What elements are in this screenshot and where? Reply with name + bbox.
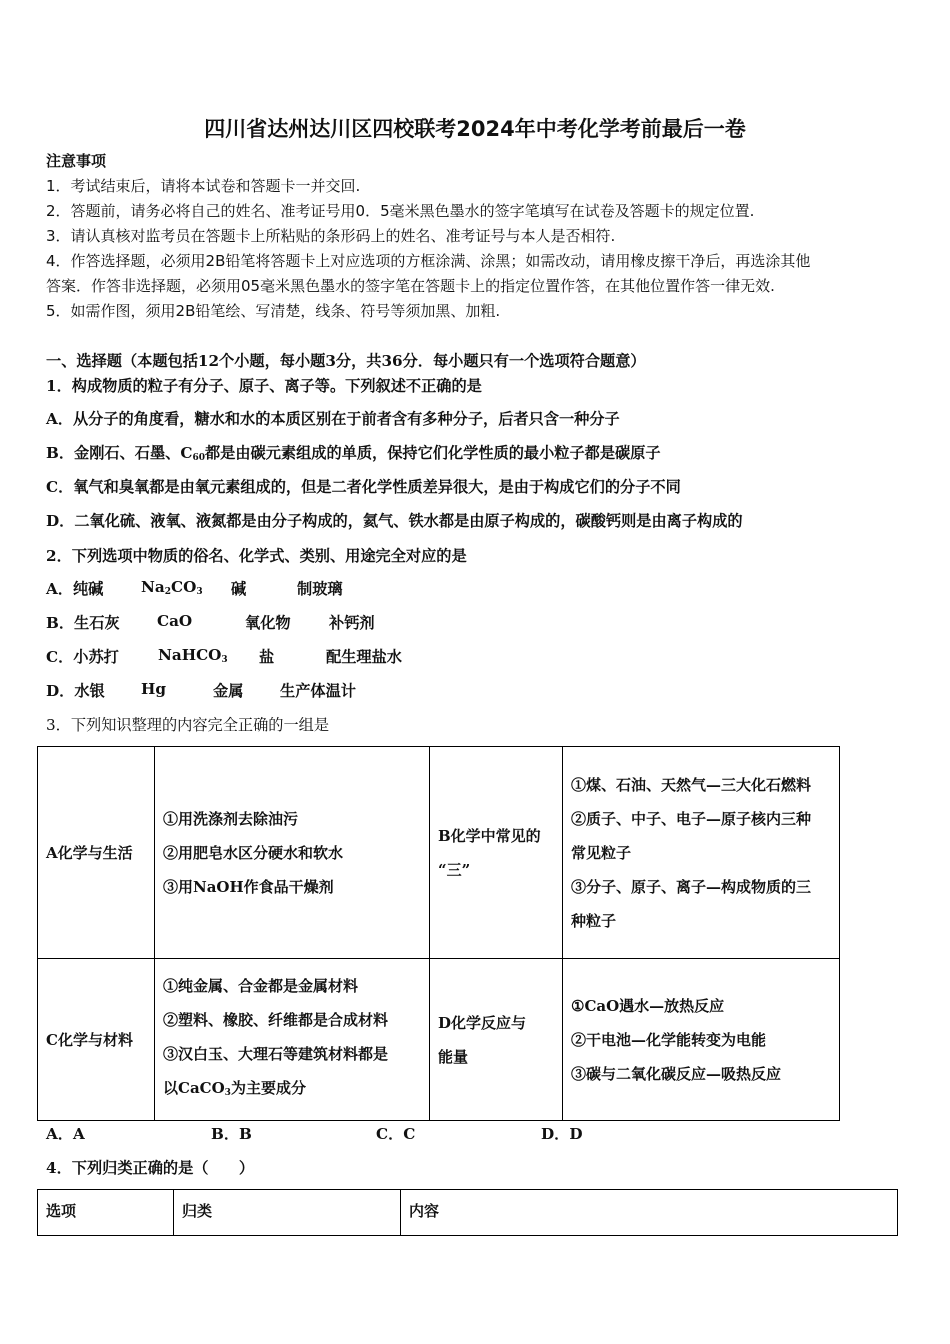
formula-part: NaHCO [158, 646, 222, 664]
q2-stem: 2．下列选项中物质的俗名、化学式、类别、用途完全对应的是 [46, 547, 467, 565]
q3-c-item-sub: 3 [224, 1088, 231, 1098]
q3-a-item: ②用肥皂水区分硬水和软水 [163, 843, 344, 862]
formula-sub: 3 [196, 587, 203, 597]
q2-a-formula [141, 578, 203, 597]
q3-answer-d: D．D [541, 1125, 583, 1143]
q3-b-item: ③分子、原子、离子—构成物质的三 [571, 877, 812, 896]
q3-d-item: ①CaO遇水—放热反应 [571, 996, 725, 1015]
q3-answer-c: C．C [376, 1125, 416, 1143]
q3-table-row [38, 959, 840, 1121]
notice-item: 答案．作答非选择题，必须用05毫米黑色墨水的签字笔在答题卡上的指定位置作答，在其他位置作答一律无效. [46, 277, 775, 295]
q3-d-item: ③碳与二氧化碳反应—吸热反应 [571, 1064, 782, 1083]
section-heading: 一、选择题（本题包括12个小题，每小题3分，共36分．每小题只有一个选项符合题意） [46, 352, 646, 370]
q1-option-b [46, 442, 661, 469]
q3-b-item: ①煤、石油、天然气—三大化石燃料 [571, 775, 812, 794]
q4-header-category: 归类 [174, 1190, 401, 1236]
q3-b-item: 常见粒子 [571, 843, 632, 862]
q2-b-formula: CaO [157, 612, 193, 630]
notice-item: 3．请认真核对监考员在答题卡上所粘贴的条形码上的姓名、准考证号与本人是否相符. [46, 227, 616, 245]
q3-c-item-post: 为主要成分 [230, 1079, 306, 1097]
q3-d-content [563, 959, 840, 1121]
page-title: 四川省达州达川区四校联考2024年中考化学考前最后一卷 [204, 117, 746, 141]
q3-b-item: 种粒子 [571, 911, 617, 930]
q2-c-formula [158, 646, 228, 665]
q3-a-label: A化学与生活 [38, 747, 155, 959]
formula-part: CO [171, 578, 197, 596]
q2-a-category: 碱 [231, 580, 247, 598]
q3-a-item: ③用NaOH作食品干燥剂 [163, 877, 334, 896]
q3-c-item: ①纯金属、合金都是金属材料 [163, 977, 359, 995]
q1-option-d: D．二氧化硫、液氧、液氮都是由分子构成的，氦气、铁水都是由原子构成的，碳酸钙则是由离子构成的 [46, 512, 743, 530]
q2-d-use: 生产体温计 [280, 682, 356, 700]
q1-option-c: C．氧气和臭氧都是由氧元素组成的，但是二者化学性质差异很大，是由于构成它们的分子不同 [46, 478, 681, 496]
q2-d-category: 金属 [213, 682, 244, 700]
q3-c-label: C化学与材料 [38, 959, 155, 1121]
q4-stem: 4．下列归类正确的是（ ） [46, 1159, 255, 1177]
q3-b-item: ②质子、中子、电子—原子核内三种 [571, 809, 812, 828]
q2-b-category: 氧化物 [245, 614, 291, 632]
q3-d-item: ②干电池—化学能转变为电能 [571, 1030, 767, 1049]
q2-d-name: D．水银 [46, 682, 105, 700]
q1-option-b-post: 都是由碳元素组成的单质，保持它们化学性质的最小粒子都是碳原子 [204, 444, 661, 462]
q2-a-use: 制玻璃 [297, 580, 343, 598]
q1-stem: 1．构成物质的粒子有分子、原子、离子等。下列叙述不正确的是 [46, 377, 482, 395]
q3-d-label [430, 959, 563, 1121]
q3-table [37, 746, 840, 1121]
q2-c-category: 盐 [259, 648, 275, 666]
q3-d-label-line: 能量 [438, 1047, 469, 1066]
q1-option-b-sub: 60 [192, 453, 205, 463]
q3-b-label-line: “三” [438, 860, 471, 879]
q4-table-header [38, 1190, 898, 1236]
notice-item: 4．作答选择题，必须用2B铅笔将答题卡上对应选项的方框涂满、涂黑；如需改动，请用橡皮擦干净后，再选涂其他 [46, 252, 811, 270]
q3-b-content [563, 747, 840, 959]
notice-item: 1．考试结束后，请将本试卷和答题卡一并交回. [46, 177, 361, 195]
q3-stem: 3．下列知识整理的内容完全正确的一组是 [46, 716, 330, 734]
q1-option-a: A．从分子的角度看，糖水和水的本质区别在于前者含有多种分子，后者只含一种分子 [46, 410, 620, 428]
q3-c-item: ②塑料、橡胶、纤维都是合成材料 [163, 1011, 389, 1029]
q3-c-content [155, 959, 430, 1121]
notice-heading: 注意事项 [46, 152, 107, 170]
formula-sub: 2 [164, 587, 171, 597]
q3-d-label-line: D化学反应与 [438, 1013, 527, 1032]
q2-a-name: A．纯碱 [46, 580, 104, 598]
q3-a-item: ①用洗涤剂去除油污 [163, 809, 299, 828]
q4-table [37, 1189, 898, 1236]
notice-item: 5．如需作图，须用2B铅笔绘、写清楚，线条、符号等须加黑、加粗. [46, 302, 501, 320]
q2-d-formula: Hg [141, 680, 166, 698]
q2-b-use: 补钙剂 [329, 614, 375, 632]
q2-c-use: 配生理盐水 [326, 648, 402, 666]
q2-c-name: C．小苏打 [46, 648, 119, 666]
q3-b-label [430, 747, 563, 959]
q3-answer-b: B．B [211, 1125, 252, 1143]
q3-a-content [155, 747, 430, 959]
q3-c-item: ③汉白玉、大理石等建筑材料都是 [163, 1045, 389, 1063]
q3-c-item-pre: 以CaCO [163, 1079, 225, 1097]
formula-part: Na [141, 578, 165, 596]
q3-table-row [38, 747, 840, 959]
q3-b-label-line: B化学中常见的 [438, 826, 541, 845]
q3-c-item [163, 1071, 421, 1110]
q4-header-content: 内容 [401, 1190, 898, 1236]
q3-answer-a: A．A [46, 1125, 85, 1143]
q4-header-option: 选项 [38, 1190, 174, 1236]
q2-b-name: B．生石灰 [46, 614, 120, 632]
notice-item: 2．答题前，请务必将自己的姓名、准考证号用0．5毫米黑色墨水的签字笔填写在试卷及答题卡的规定位置. [46, 202, 755, 220]
formula-sub: 3 [221, 655, 228, 665]
q1-option-b-pre: B．金刚石、石墨、C [46, 444, 193, 462]
